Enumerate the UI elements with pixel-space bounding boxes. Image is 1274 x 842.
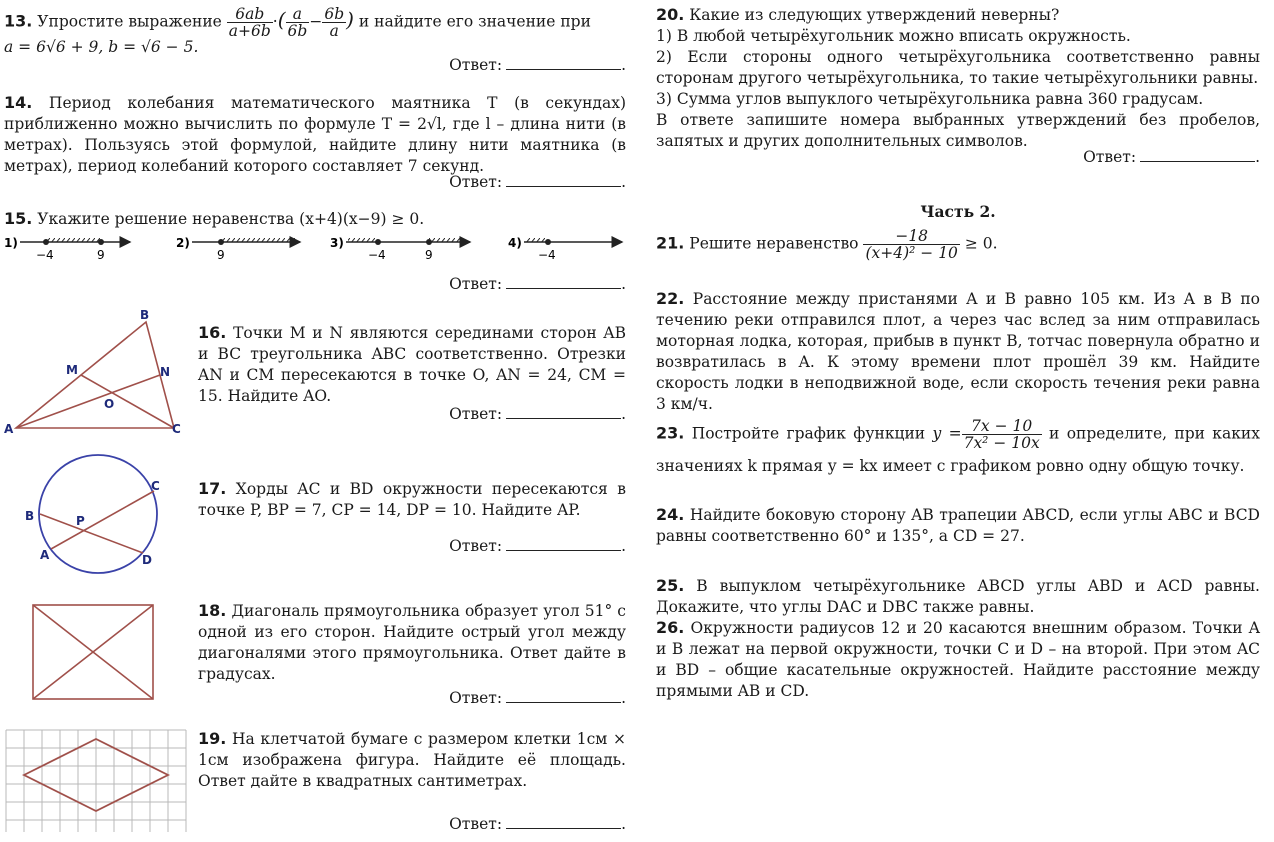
problem-number: 15.: [4, 209, 33, 228]
option-2-label[interactable]: 2): [176, 236, 190, 250]
problem-number: 13.: [4, 11, 33, 31]
fraction-21: $\frac{-18}{\text{(x+4)² − 10}}$: [865, 227, 958, 262]
point-label-d: D: [142, 553, 152, 567]
problem-21: [656, 228, 1260, 261]
problem-22: [656, 288, 1260, 415]
answer-line-19[interactable]: Ответ: .: [449, 815, 626, 833]
problem-23: [656, 418, 1260, 481]
svg-text:−4: −4: [368, 248, 386, 262]
answer-line-14[interactable]: Ответ: .: [449, 173, 626, 191]
svg-text:9: 9: [425, 248, 433, 262]
option-1-label[interactable]: 1): [4, 236, 18, 250]
problem-text: Хорды AC и BD окружности пересекаются в точке P, BP = 7, CP = 14, DP = 10. Найдите AP.: [198, 480, 627, 519]
problem-number: 14.: [4, 93, 33, 112]
problem-number: 21.: [656, 233, 685, 253]
problem-text: На клетчатой бумаге с размером клетки 1см × 1см изображена фигура. Найдите её площадь. Ответ дайте в квадратных сантиметрах.: [198, 730, 626, 790]
answer-line-13[interactable]: Ответ: .: [449, 56, 626, 74]
function-y: y =: [932, 424, 962, 443]
statement-3: 3) Сумма углов выпуклого четырёхугольника равна 360 градусам.: [656, 90, 1204, 108]
answer-line-18[interactable]: Ответ: .: [449, 689, 626, 707]
grid-rhombus-figure: [0, 724, 192, 836]
problem-13-values: a = 6√6 + 9, b = √6 − 5.: [4, 38, 199, 56]
svg-text:−4: −4: [538, 248, 556, 262]
problem-text: Укажите решение неравенства (x+4)(x−9) ≥ 0.: [37, 210, 425, 228]
problem-text: В выпуклом четырёхугольнике ABCD углы ABD и ACD равны. Докажите, что углы DAC и DBC также равны.: [656, 577, 1260, 616]
problem-text: Расстояние между пристанями A и B равно 105 км. Из A в B по течению реки отправился плот, а через час вслед за ним отправилась моторная лодка, которая, прибыв в пункт B, тотчас повернула обратно и возвратилась в A. К этому времени плот прошёл 39 км. Найдите скорость лодки в неподвижной воде, если скорость течения реки равна 3 км/ч.: [656, 290, 1261, 413]
inequality-tail: ≥ 0.: [964, 234, 998, 253]
problem-16: [198, 322, 626, 407]
fraction-6ab: $\frac{6ab}{a+6b}$: [228, 5, 271, 40]
point-label-b: B: [25, 509, 35, 523]
statement-2: 2) Если стороны одного четырёхугольника соответственно равны сторонам другого четырёхугольника, то такие четырёхугольники равны.: [656, 48, 1260, 87]
problem-14: [4, 92, 626, 177]
problem-text: Диагональ прямоугольника образует угол 51° с одной из его сторон. Найдите острый угол между диагоналями этого прямоугольника. Ответ дайте в градусах.: [198, 602, 626, 683]
problem-question: Какие из следующих утверждений неверны?: [689, 6, 1060, 24]
problem-13: 13. Упростите выражение $\frac{6ab}{a+6b}$ ·( $\frac{a}{6b}$ − $\frac{6b}{a}$ ) и найдите его значение при: [4, 5, 591, 40]
problem-text-tail: и определите, при каких значениях k прямая y = kx имеет с графиком ровно одну общую точку.: [656, 424, 1260, 475]
problem-number: 20.: [656, 5, 685, 24]
problem-number: 19.: [198, 729, 227, 748]
problem-number: 16.: [198, 323, 227, 342]
problem-20: [656, 4, 1260, 152]
problem-number: 17.: [198, 479, 227, 498]
answer-line-15[interactable]: Ответ: .: [449, 275, 626, 293]
problem-number: 23.: [656, 423, 685, 443]
problem-number: 24.: [656, 505, 685, 524]
option-3-label[interactable]: 3): [330, 236, 344, 250]
answer-line-20[interactable]: Ответ: .: [1083, 148, 1260, 166]
triangle-figure: [0, 306, 190, 438]
problem-26: [656, 617, 1260, 702]
fraction-23: $\frac{7x - 10}{\text{7x² − 10x}}$: [963, 417, 1040, 452]
problem-text: Период колебания математического маятника T (в секундах) приближенно можно вычислить по формуле T = 2√l, где l – длина нити (в метрах). Пользуясь этой формулой, найдите длину нити маятника (в метрах), период колебаний которого составляет 7 секунд.: [4, 94, 626, 175]
problem-text-tail: и найдите его значение при: [358, 12, 591, 31]
problem-text: Точки M и N являются серединами сторон AB и BC треугольника ABC соответственно. Отрезки AN и CM пересекаются в точке O, AN = 24, CM = 15. Найдите AO.: [198, 324, 626, 405]
point-label-a: A: [40, 548, 50, 562]
rectangle-diagonals-figure: [30, 602, 158, 702]
option-4-label[interactable]: 4): [508, 236, 522, 250]
problem-text: Найдите боковую сторону AB трапеции ABCD, если углы ABC и BCD равны соответственно 60° и 135°, а CD = 27.: [656, 506, 1260, 545]
problem-24: [656, 504, 1260, 547]
problem-number: 26.: [656, 618, 685, 637]
problem-19: [198, 728, 626, 792]
problem-number: 22.: [656, 289, 685, 308]
fraction-6b-a: $\frac{6b}{a}$: [324, 5, 345, 40]
point-label-p: P: [76, 514, 85, 528]
problem-number: 25.: [656, 576, 685, 595]
problem-text: Окружности радиусов 12 и 20 касаются внешним образом. Точки A и B лежат на первой окружности, точки C и D – на второй. При этом AC и BD – общие касательные окружностей. Найдите расстояние между прямыми AB и CD.: [656, 619, 1260, 700]
vertex-label-b: B: [140, 308, 150, 322]
vertex-label-m: M: [66, 363, 78, 377]
part-2-heading: Часть 2.: [920, 202, 996, 221]
problem-18: [198, 600, 626, 685]
problem-15: [4, 208, 626, 230]
statement-1: 1) В любой четырёхугольник можно вписать окружность.: [656, 27, 1131, 45]
problem-text: Решите неравенство: [689, 234, 859, 253]
svg-text:−4: −4: [36, 248, 54, 262]
answer-line-16[interactable]: Ответ: .: [449, 405, 626, 423]
circle-chords-figure: [20, 452, 170, 577]
vertex-label-o: O: [104, 397, 115, 411]
fraction-a-6b: $\frac{a}{6b}$: [287, 5, 308, 40]
svg-text:9: 9: [217, 248, 225, 262]
vertex-label-c: C: [172, 422, 181, 436]
answer-line-17[interactable]: Ответ: .: [449, 537, 626, 555]
point-label-c: C: [151, 479, 160, 493]
problem-25: [656, 575, 1260, 618]
problem-text: Упростите выражение: [37, 12, 222, 31]
problem-text: Постройте график функции: [691, 424, 926, 443]
problem-number: 18.: [198, 601, 227, 620]
svg-text:9: 9: [97, 248, 105, 262]
vertex-label-a: A: [4, 422, 14, 436]
number-line-options: [0, 232, 630, 266]
problem-instruction: В ответе запишите номера выбранных утверждений без пробелов, запятых и других дополнительных символов.: [656, 111, 1260, 150]
vertex-label-n: N: [160, 365, 171, 379]
problem-17: [198, 478, 626, 521]
